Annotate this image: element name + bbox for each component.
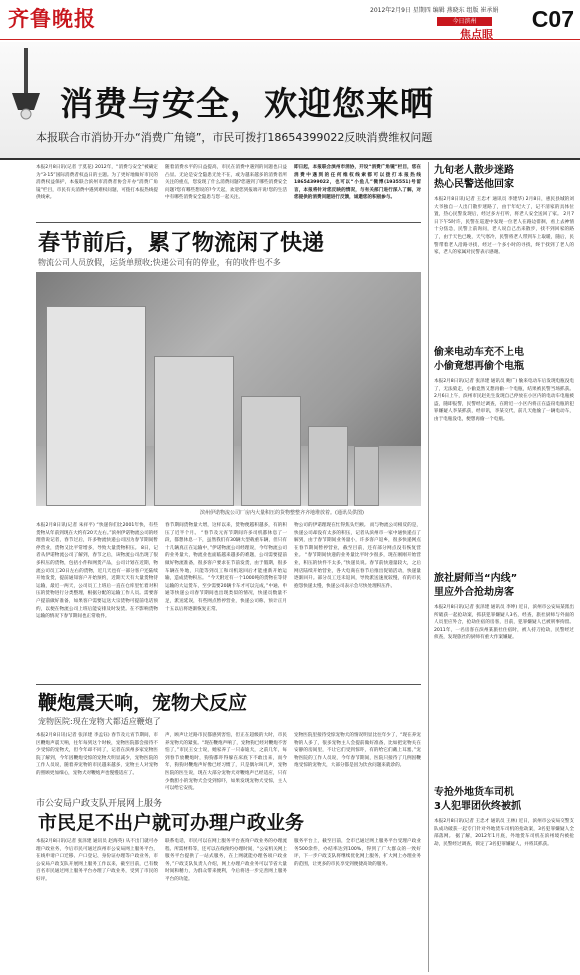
right1-body: 本报2月8日讯(记者 王忠才 通讯员 李建华) 2月8日，惠民县城的刘大爷独自一人出门散步迷路了，由于年纪大了，记不清家的具体位置，热心民警发现后，经过多方打听，将老人安全送回了家。 2月7日下午5时许，民警在巡逻中发现一位老人在路边徘徊，看上去神情十分焦急，民警上前询问，老人说自己出来散步，找不到回家的路了，由于天色已晚，天气寒冷，民警将老人带到车上取暖，随后，民警带着老人沿路寻找，经过一个多小时的寻找，终于找到了老人的家，老人的家属对民警表示感谢。 [434, 197, 574, 256]
warehouse-photo [36, 272, 421, 506]
section-name: 焦点眼 [460, 28, 493, 41]
story3-title: 市民足不出户就可办理户政业务 [38, 812, 305, 834]
story3-kicker: 市公安局户政支队开展网上服务 [36, 799, 163, 809]
intro-col-2: 随着消费水平的日益提高，市民在消费中遇到的问题也日益凸显。无论是安全隐患无处不在，或为越来越多的消费者所关注的重点，您发现了什么消费问题?您遇到了哪些消费安全问题?您有哪些想说的?今天起，欢迎您到报端开说!您的生活中有哪些消费安全隐患与您一起关注。 [165, 165, 287, 201]
banner-subtitle: 本报联合市消协开办“消费广角镜”，市民可拨打18654399022反映消费维权问题 [36, 131, 433, 144]
intro-col-3: 即日起，本报联合滨州市消协，开设“消费广角镜”栏目，您在消费中遇到的任何维权线索都可以拨打本报热线18654399022，也可以“小鱼儿”微博(1935551)号留言，本报将针对您反映的情况，与有关部门进行深入了解，对您提供的消费问题进行反馈，诚邀您的积极参与。 [294, 165, 421, 201]
story1-col-3: 物公司的伊诺理现在忙得焦头烂额。 而与物流公司相反的是，快递公司却没有太多的积压，记者从滨州市一家中通快递点了解到，由于春节期间业务量小，许多客户返乡，很多快递网点在春节期间暂停营业，截至目前，还有部分网点没有恢复营业。 “春节期间快递的业务量比平时少很多，现在刚刚开始营业，积压的快件不太多，”快递员说。春节前快递量较大，之后网店陆续开始营业，各大电商在春节后推出促销活动，快递量逐渐回升。部分员工还未返回，导致派送速度较慢，有的市民抱怨快递太慢，快递公司表示会尽快处理积压件。 [294, 523, 421, 589]
right3-title: 旅社厨师当“内线” 里应外合抢劫房客 [434, 573, 518, 598]
newspaper-logo: 齐鲁晚报 [8, 6, 96, 31]
story1-col-2: 春节期间货物量大增，这样以来，货物便越积越多，有的积压了近半个月。 “春节及元宵节期间许多司机都休息了一段，都想休息一下，虽然我们有30辆大型载重车辆，但只有十几辆真正在运输中，”伊诺物流公司经理说，今年物流公司的业务量大，物流业也面临越来越多的难题，公司需要提前做好物流准备，很多客户要求在节前发货，由于假期，很多车辆在外地，只能等到员工和司机返回后才能重新开始运输，造成货物积压。 “今天附近有一个1000吨的货物在等待运输的大运货车，至少需要20辆卡车才可以完成，”中通、申通等快递公司春节期间也出现类似的情况，快递员数量不足，派送延误，有些网点暂停营业，快递公司称，预计正月十五以后将逐渐恢复正常。 [165, 523, 287, 612]
divider [36, 222, 421, 223]
photo-caption: 滨州伊诺物流公司厂房内大量积压的货物整整齐齐地堆放着。(通讯员供图) [200, 510, 364, 516]
banner-title: 消费与安全，欢迎您来晒 [60, 84, 434, 123]
divider [36, 684, 421, 685]
story2-col-1: 本报2月8日讯(记者 张泽建 李孟钰) 春节及元宵节期间，市区鞭炮声震天响，往年每到这个时候，宠物医院都会接待不少受惊的宠物犬，但今年却不同了，记者在滨州多家宠物医院了解到，今年因鞭炮受惊的宠物犬明显减少，宠物医院的工作人员说，随着养宠物的市民越来越多，宠物主人对宠物的照顾更加细心，宠物犬对鞭炮声也慢慢适应了。 [36, 733, 158, 776]
story2-col-2: 声，顾声让过路市民都感到害怕，但正在超级的大时，市民养宠物犬的紧张。“现在鞭炮声响了，宠物狗已经对鞭炮不害怕了，”市民王女士说，她家养了一只泰迪犬，之前几年，每到春节放鞭炮时，狗狗都吓得躲在床底下不敢出来，而今年，狗狗对鞭炮声好像已经习惯了，只是偶尔叫几声，宠物医院的医生说，现在大部分宠物犬对鞭炮声已经适应，只有少数胆小的宠物犬会受到惊吓，如果发现宠物犬受惊，主人可以给它安抚。 [165, 733, 287, 792]
story1-subtitle: 物流公司人员放假，运货单照收;快递公司有的停业，有的收件也不多 [38, 258, 281, 267]
region-tag: 今日滨州 [437, 17, 492, 26]
feature-banner [0, 42, 580, 160]
right4-body: 本报2月8日讯(记者 王忠才 通讯员 王林) 近日，滨州市公安局交警支队成功破获一起专门针对外地货车司机的抢劫案，3名犯罪嫌疑人全部落网。 据了解，2012年1月底，外地货车司机在滨州境内被抢劫，民警经过调查，锁定了3名犯罪嫌疑人，并将其抓获。 [434, 819, 574, 847]
issue-meta: 2012年2月9日 星期四 编辑 燕晓东 组版 崔承娟 [370, 7, 499, 14]
story3-col-2: 联系电话，市民可以在网上服务平台查询户政业务的办理流程、所需材料等，还可以在线预约办理时间，“公安机关网上服务平台提供了一站式服务，在上网就能办理各项户政业务，”户政支队负责人介绍，网上办理户政业务可以节省大量时间和精力，为群众带来便利，今后将进一步完善网上服务平台的功能。 [165, 839, 287, 882]
right3-body: 本报2月8日讯(记者 张泽建 通讯员 李坤) 近日，滨州市公安局某派出所破获一起抢劫案，抓获犯罪嫌疑人3名，经查，旅社厨师与外面的人员里应外合，抢劫住宿的房客，目前，犯罪嫌疑人已被刑事拘留。 2011年，一名房客在滨州某旅社住宿时，被人持刀抢劫，民警经过侦查，发现旅社的厨师有重大作案嫌疑。 [434, 605, 574, 641]
story1-col-1: 本报2月8日讯(记者 朱祥平) “快递你们比2001年快，有些货物从年前到现在大约有20天左右。”滨州伊诺物流公司的经理曾说记者，春节过后，许多物流快递公司因为春节期间暂停营业，货物又比平常增多，导致大量货物积压。 8日，记者从伊诺物流公司了解到，春节之后，该物流公司出现了很多积压的货物，包括小件和网货产品，公司计划在近期，物流公司员工20日左右的货物，近几天也有一部分客户还陆续开始发货，提前通知客户开始预约，近期天天有大量货物待运输，最近一两天，公司员工上班后一直在仓库里忙着对积压的货物进行分类整理，根据分配的运输工作人员。需要客户提前做好准备，如果客户需要运送大宗货物可提前电话预约，以便在物流公司上班后能安排及时发货。在不影响货物运输的情况下春节期间也正常收件。 [36, 523, 158, 620]
right1-title: 九旬老人散步迷路 热心民警送他回家 [434, 165, 514, 190]
story1-title: 春节前后，累了物流闲了快递 [38, 231, 325, 256]
masthead [0, 0, 580, 40]
right4-title: 专抢外地货车司机 3人犯罪团伙终被抓 [434, 787, 521, 812]
story2-subtitle: 宠物医院:现在宠物犬都适应鞭炮了 [38, 717, 161, 726]
intro-col-1: 本报2月8日讯(记者 于莫花) 2012年，“消费与安全”被确定为“3·15”国际消费者权益日的主题。为了更好地做好市民的消费权益保护，本报联合滨州市消费者协会开办“消费广角镜”栏目，市民有关消费中遇到难权问题，可拨打本报热线提供线索。 [36, 165, 158, 201]
story2-col-3: 宠物医院里接待受惊宠物犬的情况明显比往年少了，“现在养宠物的人多了，很多宠物主人会提前做好准备，比如把宠物关在安静的房间里，不让它们受到惊吓，有的给它们戴上耳塞，”宠物医院的工作人员说，今年春节期间，医院只接待了几例因鞭炮受惊的宠物犬，大部分都是因为饮食问题来就诊的。 [294, 733, 421, 769]
page-number: C07 [531, 6, 574, 32]
story2-title: 鞭炮震天响，宠物犬反应 [38, 692, 248, 714]
right2-body: 本报2月8日讯(记者 张泽建 通讯员 鲍广) 偷来电动车后发现电瓶没电了，无法骑走，小偷竟然又想再偷一个电瓶，结果被民警当场抓获。 2月6日上午，滨州市民赵先生发现自己停放在小区内的电动车电瓶被盗，随即报警，民警经过调查，在附近一小区内将正在盗窃电瓶的犯罪嫌疑人李某抓获，经审讯，李某交代，前几天他偷了一辆电动车，由于电瓶没电，便想再偷一个电瓶。 [434, 379, 574, 422]
story3-col-3: 服务平台上，截至目前，全市已通过网上服务平台受理户政业务500余件，办结率达到100%，得到了广大群众的一致好评，下一步户政支队将继续优化网上服务，扩大网上办理业务的范围，让更多的市民享受到便捷高效的服务。 [294, 839, 421, 867]
column-divider [428, 162, 429, 972]
story3-col-1: 本报2月8日讯(记者 张泽建 通讯员 赵海英) 从不出门就可办理户政业务，今后市民可通过滨州市公安局网上服务平台，在线申请户口迁移、户口登记、身份证办理等户政业务，市公安局户政支队开展网上服务工作以来，截至目前，已有数百名市民通过网上服务平台办理了户政业务，受到了市民的好评。 [36, 839, 158, 882]
right2-title: 偷来电动车充不上电 小偷竟想再偷个电瓶 [434, 347, 524, 372]
